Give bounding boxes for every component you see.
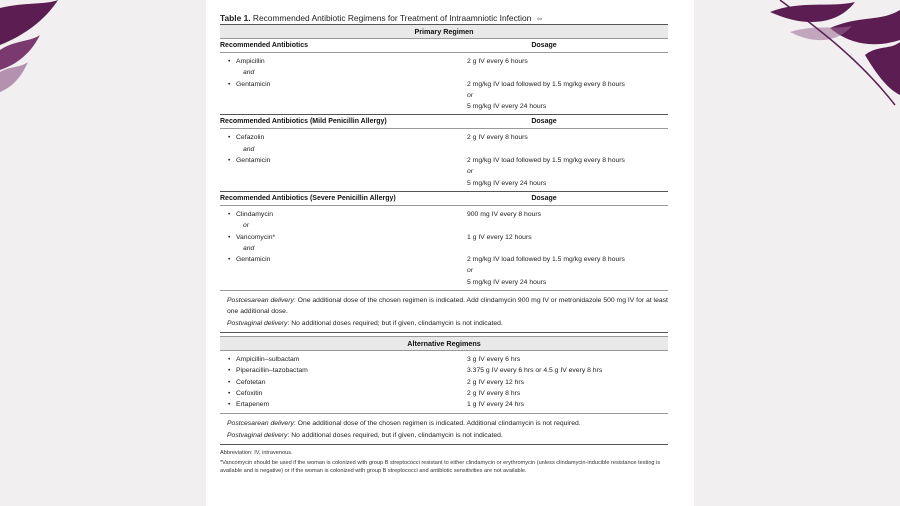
table-footer — [220, 445, 668, 476]
table-row — [220, 388, 668, 399]
table-row — [220, 101, 668, 112]
section-header — [220, 191, 668, 206]
dose-text: 2 g IV every 12 hrs — [467, 378, 525, 386]
dose-cell — [467, 67, 668, 78]
section-title: Recommended Antibiotics — [220, 42, 309, 49]
dose-cell — [467, 144, 668, 155]
note-text: : One additional dose of the chosen regimen is indicated. Additional clindamycin is not required. — [293, 419, 581, 427]
table-row — [220, 243, 668, 254]
bullet-icon: • — [228, 356, 231, 364]
drug-cell — [220, 101, 467, 112]
table-row — [220, 67, 668, 78]
table-title — [220, 12, 668, 24]
drug-cell — [220, 155, 467, 166]
dose-cell — [467, 166, 668, 177]
table-row — [220, 155, 668, 166]
dose-cell — [467, 220, 668, 231]
drug-cell — [220, 79, 467, 90]
dose-cell — [467, 265, 668, 276]
drug-name: Ertapenem — [236, 401, 270, 409]
dose-cell — [467, 399, 668, 410]
drug-name: Ampicillin–sulbactam — [236, 356, 300, 364]
drug-name: Gentamicin — [236, 157, 271, 165]
table-row — [220, 79, 668, 90]
dose-cell — [467, 377, 668, 388]
vancomycin-footnote: *Vancomycin should be used if the woman is colonized with group B streptococci resistant to either clindamycin or erythromycin (unless clindamycin-inducible resistance testing is available and is negative) or if the woman is colonized with group B streptococci and antibiotic sensitivities are not available. — [220, 459, 661, 475]
dose-text: 2 g IV every 8 hours — [467, 134, 528, 142]
toc-arrow-icon[interactable]: ⇦ — [536, 16, 543, 23]
dose-text: 2 g IV every 8 hrs — [467, 389, 521, 397]
drug-cell — [220, 377, 467, 388]
drug-cell — [220, 277, 467, 288]
drug-name: Clindamycin — [236, 210, 274, 218]
drug-cell — [220, 209, 467, 220]
table-row — [220, 132, 668, 143]
dose-cell — [467, 56, 668, 67]
section-title: Recommended Antibiotics (Mild Penicillin Allergy) — [220, 118, 387, 126]
dose-connector: or — [467, 91, 474, 99]
dose-cell — [467, 101, 668, 112]
note-label: Postvaginal delivery — [227, 431, 288, 439]
dose-cell — [467, 132, 668, 143]
dose-connector: or — [467, 267, 474, 275]
bullet-icon: • — [228, 80, 231, 88]
bullet-icon: • — [228, 157, 231, 165]
dose-cell — [467, 178, 668, 189]
dose-text: 5 mg/kg IV every 24 hours — [467, 103, 547, 111]
connector-text: and — [243, 145, 255, 153]
bullet-icon: • — [228, 210, 231, 218]
table-row — [220, 254, 668, 265]
bullet-icon: • — [228, 58, 231, 65]
bullet-icon: • — [228, 389, 231, 397]
dose-text: 1 g IV every 12 hours — [467, 233, 532, 241]
drug-cell — [220, 265, 467, 276]
dose-text: 1 g IV every 24 hrs — [467, 401, 525, 409]
table-row — [220, 277, 668, 288]
bullet-icon: • — [228, 378, 231, 386]
dose-text: 2 mg/kg IV load followed by 1.5 mg/kg every 8 hours — [467, 157, 625, 165]
drug-cell — [220, 232, 467, 243]
table-row — [220, 232, 668, 243]
note-text: : No additional doses required, but if given, clindamycin is not indicated. — [287, 431, 503, 439]
drug-name: Cefoxitin — [236, 389, 263, 397]
section-header — [220, 114, 668, 129]
section-header — [220, 39, 668, 53]
table-row — [220, 56, 668, 67]
drug-name: Piperacillin–tazobactam — [236, 367, 308, 375]
bullet-icon: • — [228, 134, 231, 142]
table-row — [220, 377, 668, 388]
delivery-note — [220, 417, 668, 429]
note-label: Postcesarean delivery — [227, 419, 294, 427]
table-row — [220, 265, 668, 276]
table-row — [220, 90, 668, 101]
dose-text: 3 g IV every 6 hrs — [467, 356, 521, 364]
document-page — [206, 0, 694, 506]
drug-name: Gentamicin — [236, 80, 271, 88]
table-row — [220, 144, 668, 155]
drug-name: Cefazolin — [236, 134, 265, 142]
dose-cell — [467, 354, 668, 365]
dose-cell — [467, 90, 668, 101]
drug-cell — [220, 388, 467, 399]
table-label: Table 1. — [220, 13, 251, 23]
table-container — [220, 12, 668, 477]
dose-cell — [467, 243, 668, 254]
dose-cell — [467, 388, 668, 399]
section-body — [220, 129, 668, 190]
table-row — [220, 209, 668, 220]
dose-text: 5 mg/kg IV every 24 hours — [467, 278, 547, 286]
section-body — [220, 53, 668, 114]
drug-cell — [220, 354, 467, 365]
dose-text: 900 mg IV every 8 hours — [467, 210, 542, 218]
dose-text: 3.375 g IV every 6 hrs or 4.5 g IV every 8 hrs — [467, 367, 603, 375]
dose-text: 5 mg/kg IV every 24 hours — [467, 179, 547, 187]
drug-cell — [220, 243, 467, 254]
drug-cell — [220, 67, 467, 78]
connector-text: and — [243, 69, 255, 77]
drug-cell — [220, 365, 467, 376]
dosage-header: Dosage — [531, 118, 557, 126]
dose-cell — [467, 277, 668, 288]
drug-cell — [220, 56, 467, 67]
dose-cell — [467, 79, 668, 90]
note-text: : One additional dose of the chosen regimen is indicated. Add clindamycin 900 mg IV or metronidazole 500 mg IV for at least one additional dose. — [227, 297, 668, 316]
table-row — [220, 220, 668, 231]
primary-regimen-band: Primary Regimen — [220, 24, 668, 39]
bullet-icon: • — [228, 233, 231, 241]
dose-cell — [467, 365, 668, 376]
alternative-regimen-band: Alternative Regimens — [220, 336, 668, 351]
dose-cell — [467, 209, 668, 220]
dose-text: 2 mg/kg IV load followed by 1.5 mg/kg every 8 hours — [467, 80, 625, 88]
table-row — [220, 354, 668, 365]
drug-cell — [220, 220, 467, 231]
drug-cell — [220, 90, 467, 101]
drug-cell — [220, 144, 467, 155]
note-label: Postcesarean delivery — [227, 297, 294, 305]
drug-cell — [220, 254, 467, 265]
drug-cell — [220, 399, 467, 410]
drug-cell — [220, 132, 467, 143]
dose-cell — [467, 254, 668, 265]
dose-cell — [467, 232, 668, 243]
drug-cell — [220, 166, 467, 177]
delivery-note — [220, 317, 668, 329]
table-row — [220, 365, 668, 376]
drug-name: Gentamicin — [236, 256, 271, 264]
drug-name: Cefotetan — [236, 378, 266, 386]
bullet-icon: • — [228, 401, 231, 409]
decorative-leaf-left — [0, 0, 70, 100]
decorative-leaf-right — [760, 0, 900, 110]
dose-connector: or — [467, 168, 474, 176]
connector-text: and — [243, 244, 255, 252]
dosage-header: Dosage — [531, 42, 557, 49]
table-title-text: Recommended Antibiotic Regimens for Treatment of Intraamniotic Infection — [252, 13, 532, 23]
section-title: Recommended Antibiotics (Severe Penicillin Allergy) — [220, 194, 396, 202]
delivery-note — [220, 294, 668, 317]
connector-text: or — [243, 222, 250, 230]
dose-cell — [467, 155, 668, 166]
dosage-header: Dosage — [531, 194, 557, 202]
delivery-note — [220, 429, 668, 441]
alternative-rows — [220, 351, 668, 413]
bullet-icon: • — [228, 256, 231, 264]
note-label: Postvaginal delivery — [227, 320, 288, 328]
primary-notes — [220, 291, 668, 333]
primary-sections — [220, 39, 668, 291]
drug-name: Vancomycin* — [236, 233, 276, 241]
drug-cell — [220, 178, 467, 189]
abbreviation-note: Abbreviation: IV, intravenous. — [220, 449, 293, 456]
dose-text: 2 g IV every 6 hours — [467, 58, 528, 65]
section-body — [220, 206, 668, 291]
table-row — [220, 399, 668, 410]
table-row — [220, 166, 668, 177]
drug-name: Ampicillin — [236, 58, 265, 65]
alternative-notes — [220, 414, 668, 445]
bullet-icon: • — [228, 367, 231, 375]
dose-text: 2 mg/kg IV load followed by 1.5 mg/kg every 8 hours — [467, 256, 625, 264]
note-text: : No additional doses required; but if given, clindamycin is not indicated. — [287, 320, 503, 328]
table-row — [220, 178, 668, 189]
